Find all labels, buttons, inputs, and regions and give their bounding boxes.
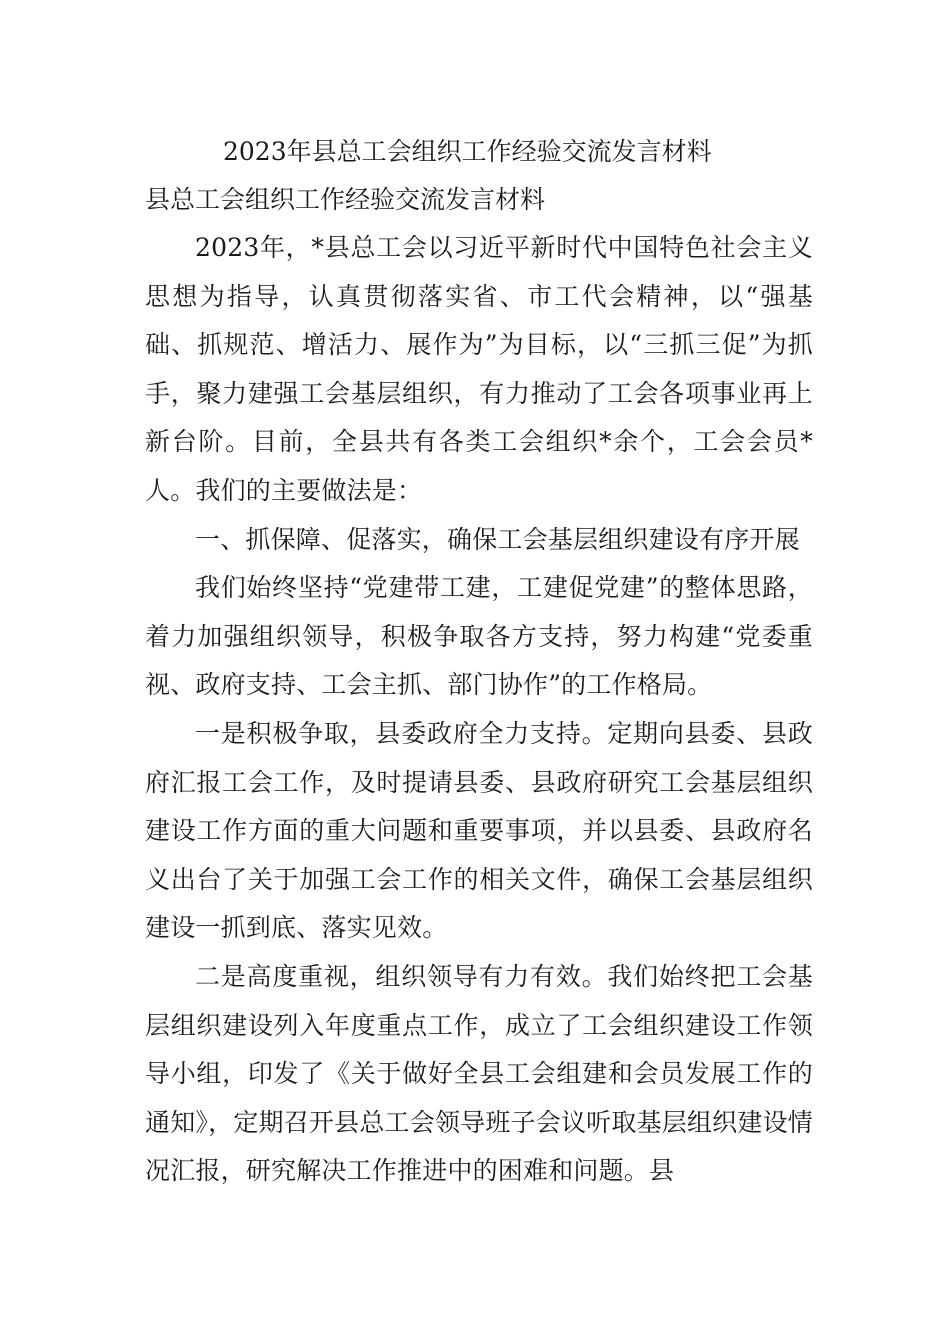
paragraph-point-2: 二是高度重视，组织领导有力有效。我们始终把工会基层组织建设列入年度重点工作，成立了工会组织建设工作领导小组，印发了《关于做好全县工会组建和会员发展工作的通知》，定期召开县总工会领导班子会议听取基层组织建设情况汇报，研究解决工作推进中的困难和问题。县 [145,961,813,1186]
paragraph-point-1: 一是积极争取，县委政府全力支持。定期向县委、县政府汇报工会工作，及时提请县委、县政府研究工会基层组织建设工作方面的重大问题和重要事项，并以县委、县政府名义出台了关于加强工会工作的相关文件，确保工会基层组织建设一抓到底、落实见效。 [145,718,813,943]
document-page [145,128,813,1196]
paragraph-section-1-summary: 我们始终坚持“党建带工建，工建促党建”的整体思路，着力加强组织领导，积极争取各方支持，努力构建“党委重视、政府支持、工会主抓、部门协作”的工作格局。 [145,573,813,700]
section-heading-1: 一、抓保障、促落实，确保工会基层组织建设有序开展 [195,524,800,554]
document-title: 2023年县总工会组织工作经验交流发言材料 [223,137,712,166]
paragraph-intro: 2023年，*县总工会以习近平新时代中国特色社会主义思想为指导，认真贯彻落实省、市工代会精神，以“强基础、抓规范、增活力、展作为”为目标，以“三抓三促”为抓手，聚力建强工会基层组织，有力推动了工会各项事业再上新台阶。目前，全县共有各类工会组织*余个，工会会员*人。我们的主要做法是： [145,233,813,505]
document-subtitle: 县总工会组织工作经验交流发言材料 [145,185,546,214]
